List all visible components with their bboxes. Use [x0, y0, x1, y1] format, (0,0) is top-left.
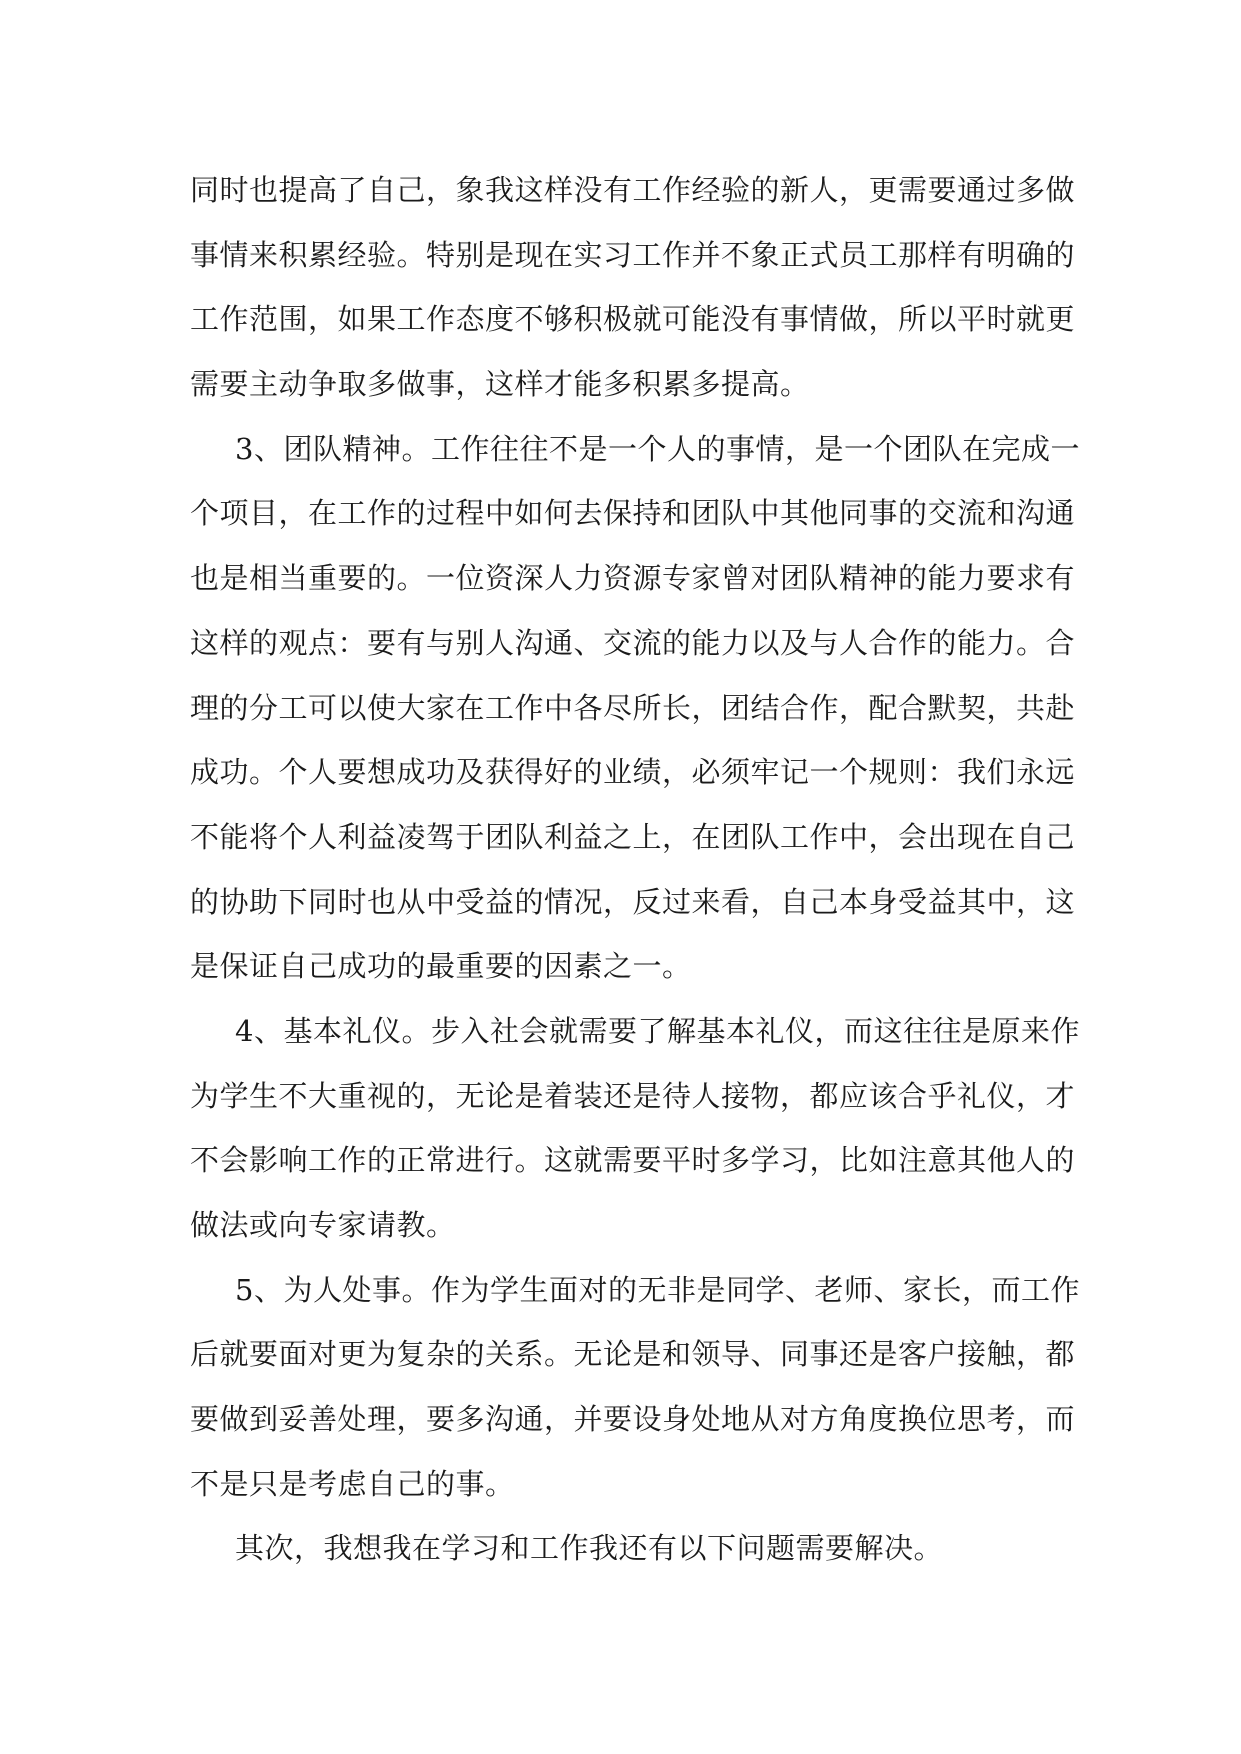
text-line: 这样的观点：要有与别人沟通、交流的能力以及与人合作的能力。合	[190, 625, 1076, 660]
text-line: 3、团队精神。工作往往不是一个人的事情，是一个团队在完成一	[235, 431, 1080, 466]
text-line: 做法或向专家请教。	[190, 1208, 456, 1242]
text-line: 是保证自己成功的最重要的因素之一。	[190, 949, 692, 984]
text-line: 需要主动争取多做事，这样才能多积累多提高。	[190, 367, 810, 402]
text-line: 后就要面对更为复杂的关系。无论是和领导、同事还是客户接触，都	[190, 1337, 1076, 1372]
text-line: 其次，我想我在学习和工作我还有以下问题需要解决。	[235, 1531, 944, 1566]
text-line: 要做到妥善处理，要多沟通，并要设身处地从对方角度换位思考，而	[190, 1402, 1076, 1437]
text-line: 5、为人处事。作为学生面对的无非是同学、老师、家长，而工作	[235, 1272, 1080, 1307]
text-line: 个项目，在工作的过程中如何去保持和团队中其他同事的交流和沟通	[190, 496, 1076, 531]
text-line: 为学生不大重视的，无论是着装还是待人接物，都应该合乎礼仪，才	[190, 1078, 1076, 1113]
text-line: 事情来积累经验。特别是现在实习工作并不象正式员工那样有明确的	[190, 237, 1076, 272]
text-line: 不会影响工作的正常进行。这就需要平时多学习，比如注意其他人的	[190, 1143, 1076, 1178]
text-line: 成功。个人要想成功及获得好的业绩，必须牢记一个规则：我们永远	[190, 755, 1076, 790]
text-line: 4、基本礼仪。步入社会就需要了解基本礼仪，而这往往是原来作	[235, 1013, 1080, 1048]
text-line: 的协助下同时也从中受益的情况，反过来看，自己本身受益其中，这	[190, 884, 1076, 919]
text-line: 同时也提高了自己，象我这样没有工作经验的新人，更需要通过多做	[190, 173, 1076, 207]
text-line: 不能将个人利益凌驾于团队利益之上，在团队工作中，会出现在自己	[190, 819, 1076, 854]
document-body	[190, 158, 1080, 1581]
text-line: 不是只是考虑自己的事。	[190, 1466, 515, 1501]
text-line: 也是相当重要的。一位资深人力资源专家曾对团队精神的能力要求有	[190, 561, 1076, 596]
text-line: 工作范围，如果工作态度不够积极就可能没有事情做，所以平时就更	[190, 302, 1076, 337]
text-line: 理的分工可以使大家在工作中各尽所长，团结合作，配合默契，共赴	[190, 690, 1076, 725]
